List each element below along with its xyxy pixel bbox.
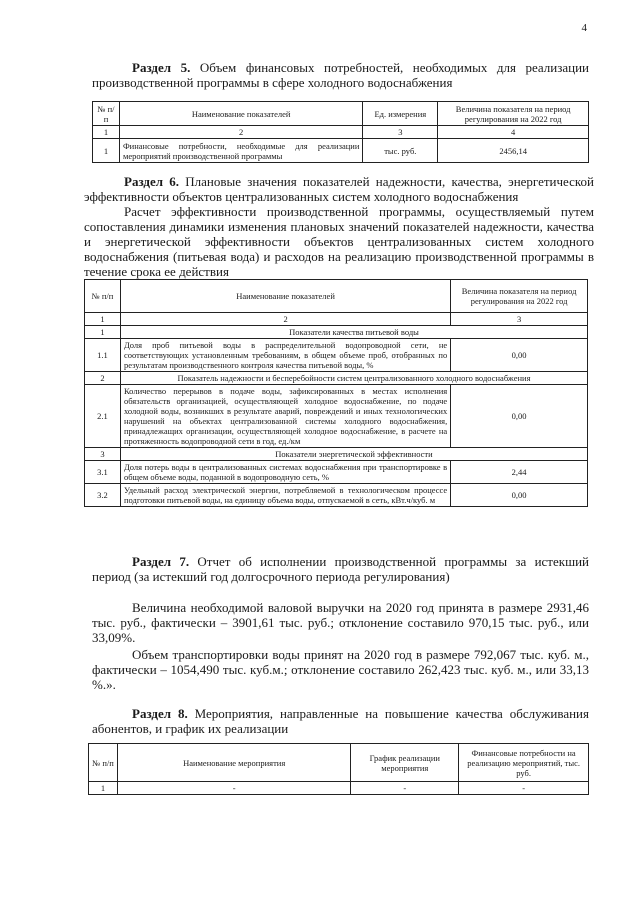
row-num: 2.1	[85, 385, 121, 448]
section8-table	[88, 743, 589, 795]
index-cell: 3	[451, 313, 588, 326]
index-cell: 1	[93, 126, 120, 139]
section6-label: Раздел 6.	[124, 174, 180, 189]
table-row	[85, 385, 588, 448]
header-value: Величина показателя на период регулирования на 2022 год	[451, 280, 588, 313]
section8-heading	[92, 706, 589, 736]
group-row	[85, 326, 588, 339]
index-cell: 4	[438, 126, 589, 139]
page-number: 4	[581, 22, 587, 34]
section7-paragraph-volume: Объем транспортировки воды принят на 2020 год в размере 792,067 тыс. куб. м., фактически – 1054,490 тыс. куб.м.; отклонение составило 262,423 тыс. куб. м., или 33,13 %.».	[92, 647, 589, 692]
section6-heading	[84, 174, 594, 204]
row-num: 1	[89, 782, 118, 795]
index-cell: 3	[363, 126, 438, 139]
header-name: Наименование показателей	[119, 102, 362, 126]
index-cell: 2	[120, 313, 450, 326]
group-title: Показатель надежности и бесперебойности систем централизованного холодного водоснабжения	[120, 372, 587, 385]
section8-label: Раздел 8.	[132, 706, 188, 721]
table-row	[85, 484, 588, 507]
section7-label: Раздел 7.	[132, 554, 190, 569]
index-cell: 2	[119, 126, 362, 139]
header-name: Наименование мероприятия	[117, 744, 350, 782]
row-name: Удельный расход электрической энергии, потребляемой в технологическом процессе подготовки питьевой воды, на единицу объема воды, отпускаемой в сеть, кВт.ч/куб. м	[120, 484, 450, 507]
row-name: -	[117, 782, 350, 795]
row-value: 0,00	[451, 339, 588, 372]
row-schedule: -	[351, 782, 459, 795]
row-value: 0,00	[451, 484, 588, 507]
section7-text: Отчет об исполнении производственной программы за истекший период (за истекший год долгосрочного периода регулирования)	[92, 554, 590, 584]
row-num: 1.1	[85, 339, 121, 372]
section6-paragraph: Расчет эффективности производственной программы, осуществляемый путем сопоставления динамики изменения плановых значений показателей надежности, качества и энергетической эффективности объектов централизованных систем холодного водоснабжения (питьевая вода) и расходов на реализацию производственной программы в течение срока ее действия	[84, 204, 594, 279]
group-title: Показатели качества питьевой воды	[120, 326, 587, 339]
table-index-row	[93, 126, 589, 139]
row-name: Доля проб питьевой воды в распределительной водопроводной сети, не соответствующих установленным требованиям, в общем объеме проб, отобранных по результатам производственного контроля качества питьевой воды, %	[120, 339, 450, 372]
row-value: 2,44	[451, 461, 588, 484]
section5-table	[92, 101, 589, 163]
header-num: № п/п	[89, 744, 118, 782]
section5-label: Раздел 5.	[132, 60, 191, 75]
table-row	[93, 139, 589, 163]
section6-table	[84, 279, 588, 507]
section5-heading	[92, 60, 589, 90]
section7-paragraph-revenue: Величина необходимой валовой выручки на 2020 год принята в размере 2931,46 тыс. руб., фактически – 3901,61 тыс. руб.; отклонение составило 970,15 тыс. руб., или 33,09%.	[92, 600, 589, 645]
row-value: 2456,14	[438, 139, 589, 163]
row-name: Финансовые потребности, необходимые для реализации мероприятий производственной программы	[119, 139, 362, 163]
group-row	[85, 448, 588, 461]
section8-text: Мероприятия, направленные на повышение качества обслуживания абонентов, и график их реализации	[92, 706, 589, 736]
header-finance: Финансовые потребности на реализацию мероприятий, тыс. руб.	[459, 744, 589, 782]
table-row	[85, 339, 588, 372]
row-num: 1	[93, 139, 120, 163]
section5-text: Объем финансовых потребностей, необходимых для реализации производственной программы в сфере холодного водоснабжения	[92, 60, 589, 90]
row-unit: тыс. руб.	[363, 139, 438, 163]
header-schedule: График реализации мероприятия	[351, 744, 459, 782]
section7-heading	[92, 554, 589, 584]
group-num: 3	[85, 448, 121, 461]
group-num: 2	[85, 372, 121, 385]
header-name: Наименование показателей	[120, 280, 450, 313]
row-num: 3.2	[85, 484, 121, 507]
row-num: 3.1	[85, 461, 121, 484]
header-num: № п/п	[85, 280, 121, 313]
section6-text1: Плановые значения показателей надежности, качества, энергетической эффективности объектов централизованных систем холодного водоснабжения	[84, 174, 595, 204]
header-num: № п/п	[93, 102, 120, 126]
table-row	[89, 782, 589, 795]
table-header-row	[89, 744, 589, 782]
row-name: Количество перерывов в подаче воды, зафиксированных в местах исполнения обязательств организацией, осуществляющей холодное водоснабжение, по подаче холодной воды, возникших в результате аварий, повреждений и иных технологических нарушений на объектах централизованной системы холодного водоснабжения, принадлежащих организации, осуществляющей холодное водоснабжение, в расчете на протяженность водопроводной сети в год, ед./км	[120, 385, 450, 448]
table-header-row	[93, 102, 589, 126]
row-finance: -	[459, 782, 589, 795]
row-value: 0,00	[451, 385, 588, 448]
header-value: Величина показателя на период регулирования на 2022 год	[438, 102, 589, 126]
group-row	[85, 372, 588, 385]
table-index-row	[85, 313, 588, 326]
header-unit: Ед. измерения	[363, 102, 438, 126]
group-num: 1	[85, 326, 121, 339]
table-row	[85, 461, 588, 484]
table-header-row	[85, 280, 588, 313]
index-cell: 1	[85, 313, 121, 326]
row-name: Доля потерь воды в централизованных системах водоснабжения при транспортировке в общем объеме воды, поданной в водопроводную сеть, %	[120, 461, 450, 484]
group-title: Показатели энергетической эффективности	[120, 448, 587, 461]
